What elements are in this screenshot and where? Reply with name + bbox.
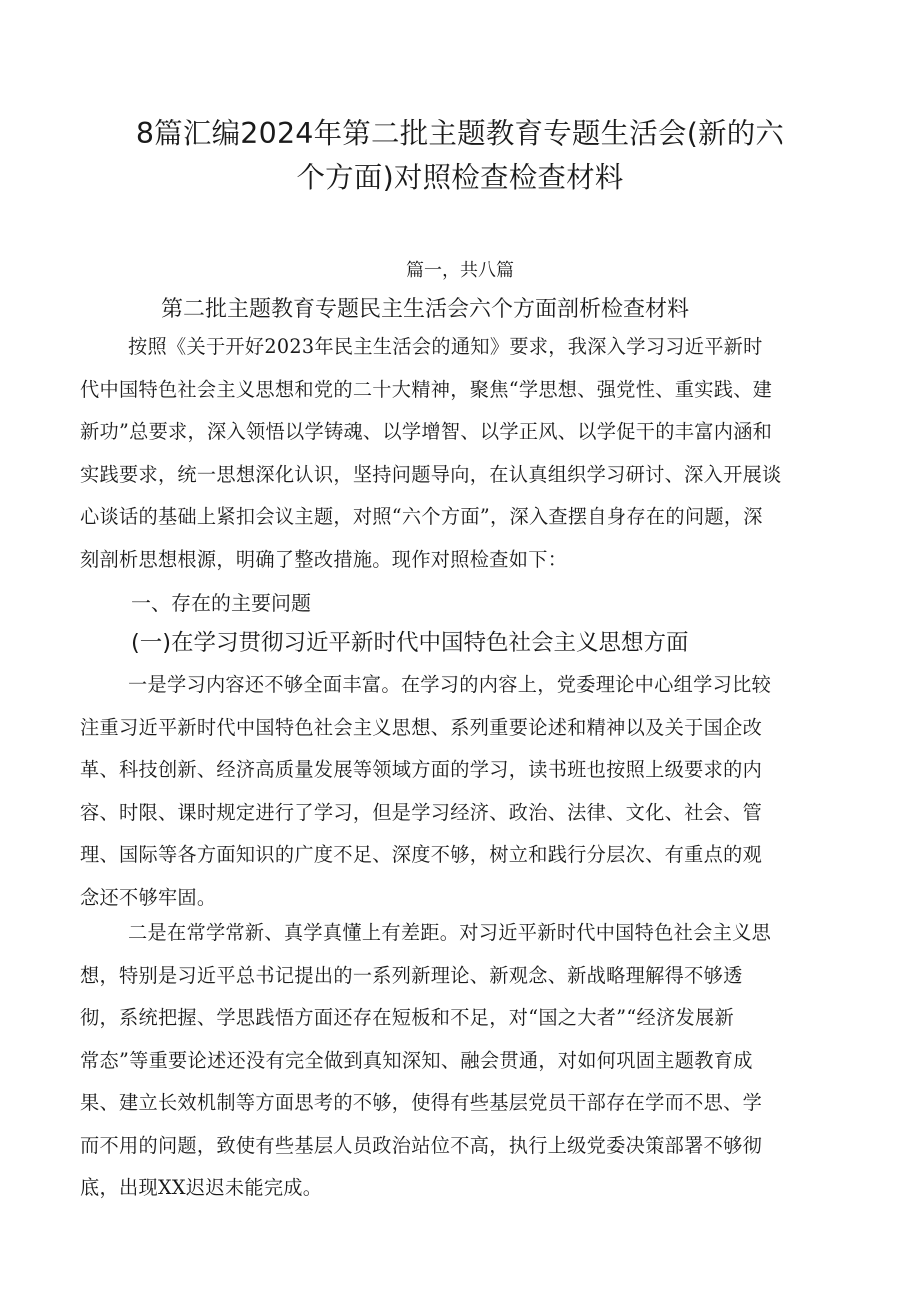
text-line: 注重习近平新时代中国特色社会主义思想、系列重要论述和精神以及关于国企改	[80, 715, 763, 739]
subsection-heading: (一)在学习贯彻习近平新时代中国特色社会主义思想方面	[131, 630, 689, 656]
text-line: 容、时限、课时规定进行了学习，但是学习经济、政治、法律、文化、社会、管	[80, 800, 763, 824]
text-line: 刻剖析思想根源，明确了整改措施。现作对照检查如下：	[80, 547, 568, 571]
section-heading: 一、存在的主要问题	[131, 591, 311, 615]
text-line: 常态”等重要论述还没有完全做到真知深知、融会贯通，对如何巩固主题教育成	[80, 1048, 753, 1072]
text-line: 果、建立长效机制等方面思考的不够，使得有些基层党员干部存在学而不思、学	[80, 1091, 763, 1114]
text-line: 而不用的问题，致使有些基层人员政治站位不高，执行上级党委决策部署不够彻	[80, 1133, 763, 1157]
section-subtitle: 第二批主题教育专题民主生活会六个方面剖析检查材料	[160, 297, 689, 322]
text-line: 革、科技创新、经济高质量发展等领域方面的学习，读书班也按照上级要求的内	[80, 758, 763, 781]
text-line: 代中国特色社会主义思想和党的二十大精神，聚焦“学思想、强党性、重实践、建	[80, 377, 773, 401]
text-line: 念还不够牢固。	[80, 885, 217, 909]
text-line: 想，特别是习近平总书记提出的一系列新理论、新观念、新战略理解得不够透	[80, 963, 743, 987]
part-label: 篇一，共八篇	[406, 260, 514, 281]
text-line: 底，出现XX迟迟未能完成。	[80, 1176, 323, 1199]
title-line: 8篇汇编2024年第二批主题教育专题生活会(新的六	[135, 117, 785, 150]
text-line: 实践要求，统一思想深化认识，坚持问题导向，在认真组织学习研讨、深入开展谈	[80, 462, 782, 486]
text-line: 彻，系统把握、学思践悟方面还存在短板和不足，对“国之大者”“经济发展新	[80, 1006, 734, 1029]
text-line: 一是学习内容还不够全面丰富。在学习的内容上，党委理论中心组学习比较	[128, 673, 772, 696]
text-line: 新功”总要求，深入领悟以学铸魂、以学增智、以学正风、以学促干的丰富内涵和	[80, 420, 773, 443]
body-paragraph	[80, 664, 860, 919]
text-line: 二是在常学常新、真学真懂上有差距。对习近平新时代中国特色社会主义思	[128, 921, 772, 944]
title-line: 个方面)对照检查检查材料	[296, 161, 624, 194]
body-paragraph	[80, 912, 860, 1210]
text-line: 心谈话的基础上紧扣会议主题，对照“六个方面”，深入查摆自身存在的问题，深	[80, 505, 763, 528]
text-line: 按照《关于开好2023年民主生活会的通知》要求，我深入学习习近平新时	[128, 335, 763, 358]
document-title	[110, 112, 810, 200]
intro-paragraph	[80, 326, 860, 581]
text-line: 理、国际等各方面知识的广度不足、深度不够，树立和践行分层次、有重点的观	[80, 843, 763, 866]
